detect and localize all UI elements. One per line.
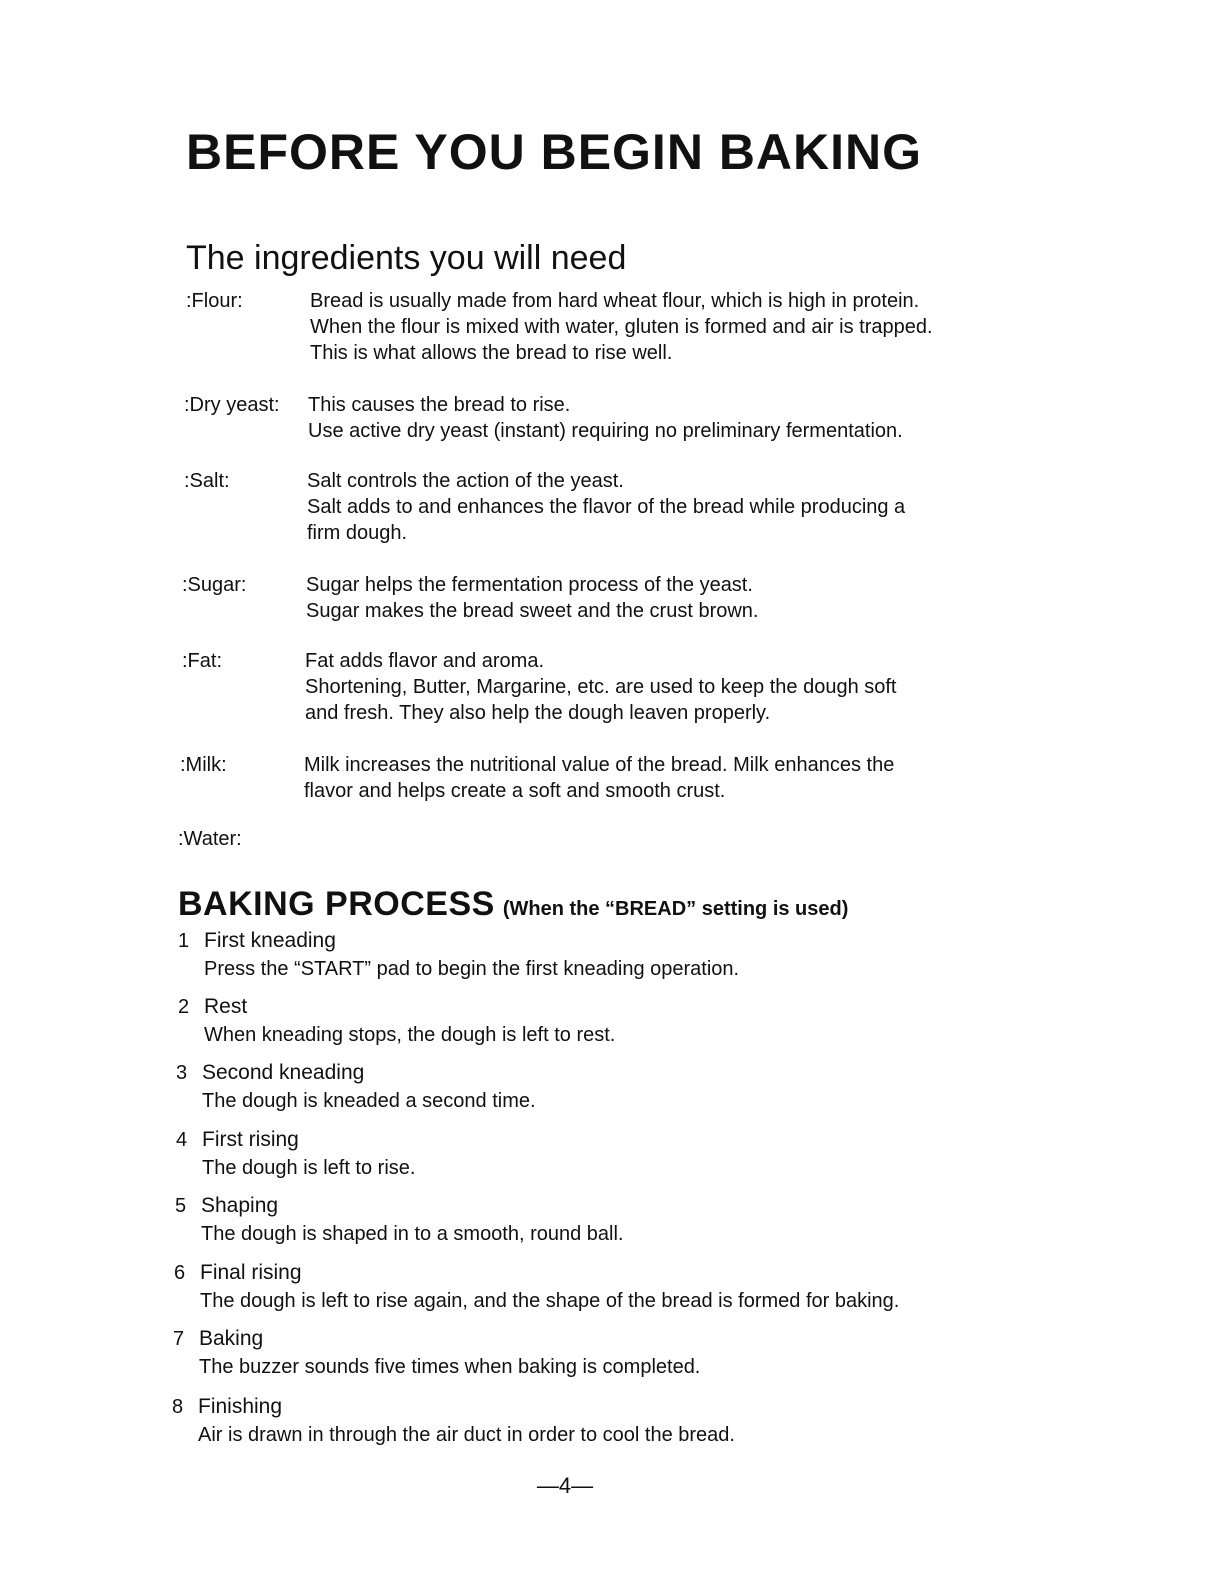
- step-description: The buzzer sounds five times when baking is completed.: [199, 1356, 701, 1378]
- ingredient-text: When the flour is mixed with water, gluten is formed and air is trapped.: [310, 316, 933, 338]
- ingredient-description: [304, 752, 894, 804]
- baking-process-title: BAKING PROCESS: [178, 885, 495, 923]
- ingredient-salt: [184, 468, 1064, 548]
- baking-process-heading: [178, 882, 848, 931]
- ingredient-text: Salt adds to and enhances the flavor of the bread while producing a: [307, 496, 906, 518]
- step-number: 5: [175, 1195, 187, 1217]
- process-step: [176, 1060, 1076, 1116]
- ingredient-label: :Water:: [178, 828, 242, 850]
- step-number: 7: [173, 1328, 185, 1350]
- ingredient-label: :Flour:: [186, 290, 243, 312]
- step-number: 2: [178, 996, 190, 1018]
- step-description: Air is drawn in through the air duct in order to cool the bread.: [198, 1424, 735, 1446]
- ingredient-label: :Sugar:: [182, 574, 247, 596]
- ingredient-text: firm dough.: [307, 522, 408, 544]
- ingredient-dry-yeast: [184, 392, 1064, 446]
- ingredient-text: This is what allows the bread to rise well.: [310, 342, 673, 364]
- ingredient-label: :Milk:: [180, 754, 227, 776]
- process-step: [178, 928, 1078, 984]
- ingredient-water: [178, 826, 1058, 854]
- ingredient-text: Salt controls the action of the yeast.: [307, 470, 624, 492]
- step-description: When kneading stops, the dough is left to rest.: [204, 1024, 616, 1046]
- ingredient-text: Shortening, Butter, Margarine, etc. are used to keep the dough soft: [305, 676, 897, 698]
- step-title: Second kneading: [202, 1061, 365, 1084]
- step-title: Rest: [204, 995, 248, 1018]
- step-number: 8: [172, 1396, 184, 1418]
- step-title: Final rising: [200, 1261, 302, 1284]
- ingredient-sugar: [182, 572, 1062, 626]
- step-description: The dough is kneaded a second time.: [202, 1090, 536, 1112]
- step-number: 3: [176, 1062, 188, 1084]
- process-step: [176, 1127, 1076, 1183]
- page-number: —4—: [536, 1473, 594, 1498]
- step-description: The dough is left to rise again, and the shape of the bread is formed for baking.: [200, 1290, 900, 1312]
- step-number: 1: [178, 930, 190, 952]
- ingredient-text: Bread is usually made from hard wheat flour, which is high in protein.: [310, 290, 920, 312]
- step-description: Press the “START” pad to begin the first kneading operation.: [204, 958, 740, 980]
- ingredient-milk: [180, 752, 1060, 806]
- ingredient-description: [310, 288, 933, 366]
- ingredient-text: Milk increases the nutritional value of the bread. Milk enhances the: [304, 754, 895, 776]
- ingredient-fat: [182, 648, 1062, 728]
- ingredient-label: :Fat:: [182, 650, 223, 672]
- step-title: Finishing: [198, 1395, 283, 1418]
- ingredient-text: flavor and helps create a soft and smooth crust.: [304, 780, 726, 802]
- ingredient-text: Sugar helps the fermentation process of the yeast.: [306, 574, 753, 596]
- process-step: [178, 994, 1078, 1050]
- ingredient-label: :Dry yeast:: [184, 394, 280, 416]
- ingredient-description: [308, 392, 903, 444]
- step-number: 4: [176, 1129, 188, 1151]
- ingredient-description: [306, 572, 758, 624]
- process-step: [175, 1193, 1075, 1249]
- ingredient-text: Sugar makes the bread sweet and the crust brown.: [306, 600, 759, 622]
- ingredient-description: [305, 648, 896, 726]
- process-step: [172, 1394, 1072, 1450]
- ingredient-text: and fresh. They also help the dough leaven properly.: [305, 702, 771, 724]
- step-title: First kneading: [204, 929, 336, 952]
- ingredient-label: :Salt:: [184, 470, 230, 492]
- page-title: BEFORE YOU BEGIN BAKING: [186, 124, 923, 180]
- step-number: 6: [174, 1262, 186, 1284]
- step-description: The dough is shaped in to a smooth, round ball.: [201, 1223, 624, 1245]
- process-step: [173, 1326, 1073, 1382]
- ingredient-description: [307, 468, 905, 546]
- ingredient-text: Use active dry yeast (instant) requiring no preliminary fermentation.: [308, 420, 903, 442]
- ingredient-flour: [186, 288, 1066, 368]
- step-description: The dough is left to rise.: [202, 1157, 416, 1179]
- ingredient-text: Fat adds flavor and aroma.: [305, 650, 545, 672]
- process-step: [174, 1260, 1074, 1316]
- step-title: Baking: [199, 1327, 264, 1350]
- ingredient-text: This causes the bread to rise.: [308, 394, 571, 416]
- step-title: Shaping: [201, 1194, 279, 1217]
- step-title: First rising: [202, 1128, 299, 1151]
- ingredients-heading: The ingredients you will need: [186, 239, 627, 277]
- baking-process-note: (When the “BREAD” setting is used): [502, 898, 849, 920]
